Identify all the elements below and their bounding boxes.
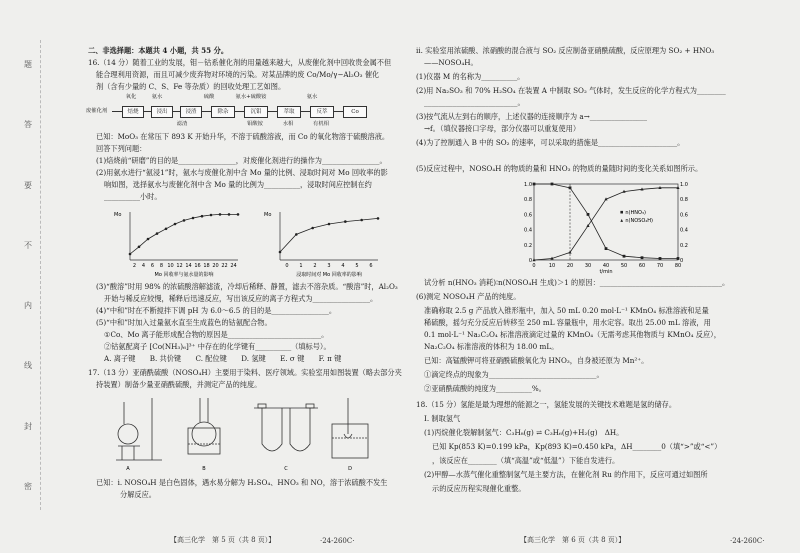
data-point: [138, 246, 141, 249]
flow-box-precipitate: 沉钼: [244, 106, 268, 118]
left-footer: 【高三化学 第 5 页（共 8 页）】: [170, 536, 276, 544]
x-tick-label: 22: [221, 263, 228, 269]
x-tick-label: 0: [285, 263, 289, 269]
q16-line-2: 能合理利用资源，而且可减少废弃物对环境的污染。对某品牌的废 Co/Mo/γ−Al₂O₃ 催化: [96, 70, 380, 79]
q16-more-3: (4)“中和”时在不断搅拌下调 pH 为 6.0～6.5 的目的是________________。: [96, 306, 337, 315]
y-tick-label: 0.8: [524, 197, 532, 204]
data-point-hno3: [659, 257, 662, 260]
legend-label: n(HNO₃): [625, 209, 646, 216]
q18-line-5: ，该反应在________（填“高温”或“低温”）下能自发进行。: [432, 456, 620, 465]
legend-label: n(NOSO₄H): [625, 217, 654, 224]
x-tick-label: 40: [602, 263, 610, 269]
data-point-hno3: [605, 247, 608, 250]
flow-bottom-label-organic: 有机相: [313, 121, 329, 127]
right-mid-3: 准确称取 2.5 g 产品放入锥形瓶中，加入 50 mL 0.20 mol·L⁻¹ KMnO₄ 标准溶液和足量: [424, 306, 709, 315]
x-tick-label: 5: [355, 263, 359, 269]
y-tick-label: 0.4: [524, 227, 532, 234]
data-point: [129, 253, 132, 256]
x-tick-label: 2: [132, 263, 137, 269]
y-right-tick-label: 1.0: [680, 182, 688, 188]
right-mid-7: 已知：高锰酸钾可将亚硝酰硫酸氧化为 HNO₃，自身被还原为 Mn²⁺。: [424, 356, 649, 365]
x-tick-label: 30: [584, 263, 592, 269]
apparatus-illustration: [112, 394, 392, 474]
flow-top-label-3: 氨水+硫酸铵: [235, 94, 267, 100]
right-line-7: →f。（填仪器接口字母，部分仪器可以重复使用）: [424, 124, 581, 133]
data-point-hno3: [677, 257, 680, 260]
y-tick-label: 0.6: [524, 212, 532, 219]
q18-line-6: (2)甲醇—水蒸气催化重整制氢气是主要方法，在催化剂 Ru 的作用下，反应可通过如图所: [424, 470, 708, 479]
x-tick-label: 1: [299, 263, 303, 269]
flow-box-leach: 浸出: [151, 106, 173, 118]
gutter-label: 要: [23, 180, 33, 189]
y-right-tick-label: 0.2: [680, 242, 688, 249]
y-right-tick-label: 0.8: [680, 197, 688, 204]
right-mid-5: 0.1 mol·L⁻¹ Na₂C₂O₄ 标准溶液滴定过量的 KMnO₄（无需考虑其他物质与 KMnO₄ 反应），: [424, 330, 721, 339]
gutter-label: 封: [23, 421, 33, 430]
data-point-hno3: [587, 213, 590, 216]
flow-bottom-label-molybdate: 钼酸铵: [247, 121, 263, 127]
x-tick-label: 4: [341, 263, 345, 269]
q16-line-1: 16.（14 分）随着工业的发展，钼－钴系催化剂的用量越来越大，从废催化剂中回收贵金属不但: [88, 58, 392, 67]
gutter-label: 密: [23, 481, 33, 490]
x-tick-label: 2: [313, 263, 317, 269]
data-point: [156, 232, 159, 235]
q18-line-4: 已知 Kp(853 K)=0.199 kPa，Kp(893 K)=0.450 kPa，ΔH________0（填“>”或“<”）: [432, 442, 722, 451]
data-point: [183, 219, 186, 222]
right-line-3: (1)仪器 M 的名称为__________。: [416, 72, 525, 81]
x-tick-label: 6: [369, 263, 373, 269]
data-point-hno3: [551, 183, 554, 186]
q16-options: A. 离子键 B. 共价键 C. 配位键 D. 氢键 E. σ 键 F. π 键: [104, 354, 342, 363]
left-code: ·24-260C·: [320, 537, 355, 545]
y-right-tick-label: 0: [680, 258, 684, 264]
process-flow-diagram: [86, 92, 390, 128]
legend-marker-hno3: [620, 211, 623, 214]
data-point: [219, 213, 222, 216]
y-axis-label: Mo: [114, 212, 122, 218]
q18-line-2: Ⅰ. 制取氢气: [424, 414, 461, 423]
q16-more-1: (3)“酸溶”时用 98% 的浓硫酸溶解滤渣，冷却后稀释、静置，滤去不溶杂质。“酸溶”时，Al₂O₃: [96, 282, 398, 291]
q16-line-3: 剂（含有少量的 C、S、Fe 等杂质）的回收处理工艺如图。: [96, 82, 286, 91]
q16-part-2a: (2)用氨水进行“氨浸1”时，氨水与废催化剂中含 Mo 量的比例、浸取时间对 Mo 回收率的影: [96, 168, 388, 177]
right-mid-4: 稀硫酸，摇匀充分反应后转移至 250 mL 容量瓶中，用水定容。取出 25.00 mL 溶液，用: [424, 318, 711, 327]
data-point: [360, 219, 363, 222]
flow-bottom-label-aqueous: 水相: [282, 121, 294, 127]
q17-line-1: 17.（13 分）亚硝酰硫酸（NOSO₄H）主要用于染料、医疗领域。实验室用如图装置（略去部分夹: [88, 368, 402, 377]
flow-box-roast: 焙烧: [122, 106, 144, 118]
y-tick-label: 1.0: [524, 182, 532, 188]
data-point: [228, 213, 231, 216]
x-tick-label: 18: [203, 263, 210, 269]
x-axis-label: t/min: [599, 269, 613, 274]
x-tick-label: 70: [656, 263, 664, 269]
right-line-5: __________________________。: [424, 98, 525, 107]
data-point-hno3: [641, 256, 644, 259]
q16-info: 已知：MoO₃ 在常压下 893 K 开始升华，不溶于硫酸溶液，而 Co 的氧化物溶于硫酸溶液。: [96, 132, 390, 141]
right-q5: (5)反应过程中，NOSO₄H 的物质的量和 HNO₃ 的物质的量随时间的变化关系如图所示。: [416, 164, 703, 173]
q18-line-3: (1)丙烷催化裂解制氢气：C₃H₈(g) ⇌ C₃H₆(g)+H₂(g) ΔH。: [424, 428, 624, 437]
q18-line-7: 示的反应历程实现催化重整。: [432, 484, 526, 493]
x-tick-label: 14: [185, 263, 192, 269]
apparatus-c: [254, 404, 318, 451]
q17-info-2: 分解反应。: [120, 490, 156, 499]
apparatus-a: [116, 398, 162, 460]
flow-box-extract: 萃取: [277, 106, 301, 118]
right-mid-2: (6)测定 NOSO₄H 产品的纯度。: [416, 292, 521, 301]
right-line-4: (2)用 Na₂SO₃ 和 70% H₂SO₄ 在装置 A 中制取 SO₂ 气体时，发生反应的化学方程式为________: [416, 86, 726, 95]
x-tick-label: 10: [167, 263, 174, 269]
q16-part-2b: 响如图，选择氨水与废催化剂中含 Mo 量的比例为__________，浸取时间应控制在约: [104, 180, 372, 189]
flow-top-label-1: 氨水: [151, 94, 163, 100]
apparatus-label-b: B: [202, 466, 206, 472]
x-tick-label: 12: [176, 263, 183, 269]
apparatus-b: [188, 398, 220, 454]
q16-more-6: ②钴氨配离子 [Co(NH₃)₆]³⁺ 中存在的化学键有__________（填标号）。: [104, 342, 331, 351]
x-tick-label: 20: [212, 263, 219, 269]
flow-top-label-2: 硫酸: [203, 94, 215, 100]
chart-mo-vs-ammonia: [112, 206, 242, 278]
y-tick-label: 0.2: [524, 242, 532, 249]
data-point: [344, 220, 347, 223]
x-tick-label: 16: [194, 263, 201, 269]
data-point: [201, 215, 204, 218]
y-axis-label: Mo: [264, 212, 272, 218]
y-tick-label: 0: [528, 258, 532, 264]
data-point: [165, 228, 168, 231]
x-tick-label: 24: [230, 263, 237, 269]
right-mid-9: ②亚硝酰硫酸的纯度为__________%。: [424, 384, 546, 393]
data-point: [174, 223, 177, 226]
right-line-8: (4)为了控制通入 B 中的 SO₂ 的速率，可以采取的措施是______________________。: [416, 138, 685, 147]
q17-line-2: 持装置）制备少量亚硝酰硫酸，并测定产品的纯度。: [96, 380, 262, 389]
gutter-label: 线: [23, 361, 33, 370]
right-mid-8: ①滴定终点的现象为______________________________。: [424, 370, 604, 379]
flow-start-label: 废催化剂: [86, 108, 108, 114]
x-tick-label: 80: [674, 263, 682, 269]
right-code: ·24-260C·: [730, 537, 765, 545]
right-mid-1: 试分析 n(HNO₃ 消耗)∶n(NOSO₄H 生成)＞1 的原因：__________________________________。: [424, 278, 730, 287]
gutter-label: 不: [23, 240, 33, 249]
x-tick-label: 10: [548, 263, 556, 269]
right-line-1: ii. 实验室用浓硫酸、浓硝酸的混合液与 SO₂ 反应制备亚硝酰硫酸，反应原理为 SO₂ + HNO₃: [416, 46, 715, 55]
right-line-6: (3)按气流从左到右的顺序，上述仪器的连接顺序为 a→________________: [416, 112, 648, 121]
x-tick-label: 3: [327, 263, 331, 269]
flow-top-label-4: 氨水: [306, 94, 318, 100]
q16-more-5: ①Co、Mo 离子能形成配合物的原因是__________________________。: [104, 330, 329, 339]
data-point: [192, 217, 195, 220]
right-mid-6: Na₂C₂O₄ 标准溶液的体积为 18.00 mL。: [424, 342, 559, 351]
apparatus-label-d: D: [348, 466, 352, 472]
chart-caption: 浸取时间对 Mo 回收率的影响: [296, 272, 362, 278]
q16-more-2: 开始与稀反应较慢，稀释后迅速反应，写出该反应的离子方程式为________________。: [104, 294, 378, 303]
y-right-tick-label: 0.6: [680, 212, 688, 219]
q16-part-2c: __________小时。: [104, 192, 162, 201]
chart-mo-vs-time: [262, 206, 382, 278]
x-tick-label: 0: [532, 263, 536, 269]
flow-box-cobalt: Co: [343, 106, 367, 118]
data-point: [237, 213, 240, 216]
data-point: [210, 214, 213, 217]
legend-marker-nosoh: [620, 219, 623, 222]
gutter-label: 答: [23, 120, 33, 129]
right-page: [400, 0, 800, 553]
data-point-hno3: [533, 183, 536, 186]
right-footer: 【高三化学 第 6 页（共 8 页）】: [520, 536, 626, 544]
flow-box-residue: 浸渣: [180, 106, 202, 118]
data-point: [295, 233, 298, 236]
y-right-tick-label: 0.4: [680, 227, 688, 234]
flow-bottom-label-residue: 滤渣: [176, 121, 188, 127]
data-point: [147, 238, 150, 241]
gutter-label: 题: [23, 60, 33, 68]
data-point-hno3: [623, 255, 626, 258]
flow-box-purify: 除杂: [211, 106, 235, 118]
right-line-2: ——NOSO₄H。: [424, 58, 478, 67]
x-tick-label: 8: [159, 263, 164, 269]
chart-nitric-nosoh: [510, 178, 700, 274]
q16-more-4: (5)“中和”时加入过量氨水直至生成蓝色的钴氨配合物。: [96, 318, 272, 327]
data-point: [279, 251, 282, 254]
apparatus-d: [332, 398, 368, 458]
apparatus-label-a: A: [126, 466, 130, 472]
flow-top-label-0: 氧化: [125, 94, 137, 100]
x-tick-label: 20: [566, 263, 574, 269]
section-title: 二、非选择题：本题共 4 小题，共 55 分。: [88, 46, 229, 55]
x-tick-label: 60: [638, 263, 646, 269]
data-point: [328, 223, 331, 226]
data-point: [311, 227, 314, 230]
apparatus-label-c: C: [284, 466, 288, 472]
chart-caption: Mo 回收率与氨水量的影响: [154, 272, 214, 278]
x-tick-label: 6: [150, 263, 155, 269]
flow-box-strip: 反萃: [310, 106, 334, 118]
q18-line-1: 18.（15 分）氢能是最为理想的能源之一，氢能发展的关键技术难题是氢的储存。: [416, 400, 677, 409]
q16-part-1: (1)焙烧前“研磨”的目的是________________，对废催化剂进行的操作为________________。: [96, 156, 387, 165]
x-tick-label: 4: [141, 263, 146, 269]
x-tick-label: 50: [620, 263, 628, 269]
data-point: [377, 217, 380, 220]
gutter-label: 内: [23, 301, 33, 310]
q17-info: 已知：i. NOSO₄H 是白色固体，遇水易分解为 H₂SO₄、HNO₃ 和 NO，溶于浓硫酸不发生: [96, 478, 388, 487]
answer-prompt: 回答下列问题：: [96, 144, 147, 153]
